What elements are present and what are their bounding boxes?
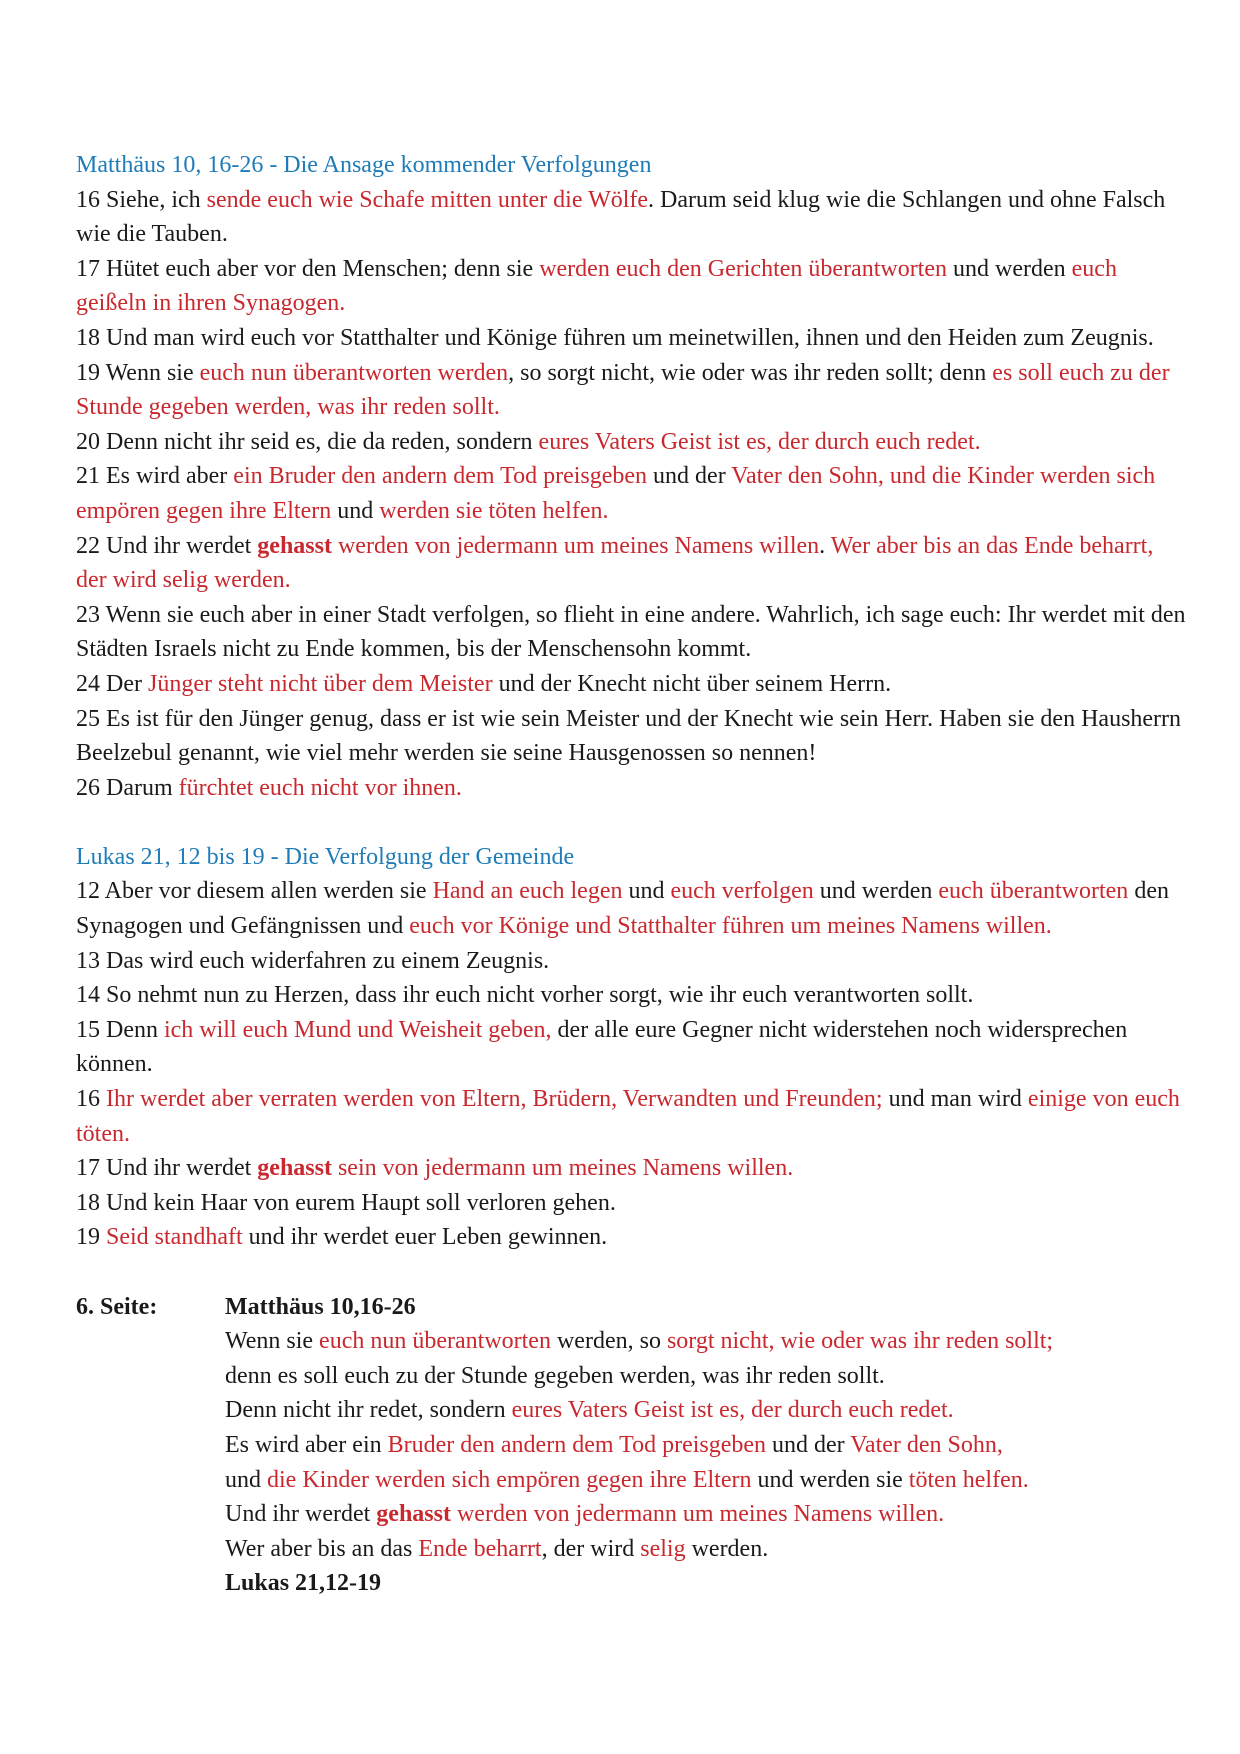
highlighted-text: sein von jedermann um meines Namens willen.	[331, 1155, 794, 1182]
text-run: 15 Denn	[76, 1016, 164, 1043]
text-run: 20 Denn nicht ihr seid es, die da reden, sondern	[76, 428, 539, 455]
highlighted-text: euch vor Könige und Statthalter führen um meines Namens willen.	[409, 913, 1052, 940]
text-run: 12 Aber vor diesem allen werden sie	[76, 878, 433, 905]
scripture-sections	[76, 148, 1186, 1255]
text-run: werden.	[685, 1535, 769, 1562]
highlighted-text: Bruder den andern dem Tod preisgeben	[387, 1431, 767, 1458]
verse	[76, 667, 1186, 702]
text-run: Es wird aber ein	[225, 1431, 388, 1458]
highlighted-text: einige von euch töten.	[76, 1086, 1180, 1147]
verse	[76, 529, 1186, 598]
highlighted-text: gehasst	[257, 1155, 332, 1182]
highlighted-text: Vater den Sohn,	[850, 1431, 1003, 1458]
highlighted-text: Matthäus 10,16-26	[225, 1293, 416, 1320]
verse	[76, 183, 1186, 252]
highlighted-text: sende euch wie Schafe mitten unter die Wölfe	[206, 186, 649, 213]
text-run: 13 Das wird euch widerfahren zu einem Zeugnis.	[76, 947, 550, 974]
text-run: werden, so	[550, 1328, 667, 1355]
verse	[76, 1220, 1186, 1255]
excerpt-line	[225, 1532, 1186, 1567]
text-run: 17 Und ihr werdet	[76, 1155, 258, 1182]
highlighted-text: ich will euch Mund und Weisheit geben,	[163, 1016, 552, 1043]
text-run: 24 Der	[76, 670, 148, 697]
section-heading: Lukas 21, 12 bis 19 - Die Verfolgung der Gemeinde	[76, 843, 575, 870]
verse	[76, 944, 1186, 979]
section-heading: Matthäus 10, 16-26 - Die Ansage kommender Verfolgungen	[76, 152, 652, 178]
text-run: und werden	[813, 878, 939, 905]
text-run: den Synagogen und Gefängnissen und	[76, 878, 1169, 940]
text-run: 19 Wenn sie	[76, 359, 200, 386]
highlighted-text: selig	[640, 1535, 686, 1562]
highlighted-text: Ende beharrt	[418, 1535, 542, 1562]
highlighted-text: werden von jedermann um meines Namens willen.	[450, 1501, 945, 1528]
excerpt-line	[225, 1566, 1186, 1601]
verse	[76, 356, 1186, 425]
text-run: Denn nicht ihr redet, sondern	[225, 1397, 512, 1424]
excerpt-line	[225, 1290, 1186, 1325]
excerpt-line	[225, 1324, 1186, 1359]
verse	[76, 252, 1186, 321]
text-run: 22 Und ihr werdet	[76, 532, 258, 559]
page-six-notes	[76, 1290, 1186, 1601]
highlighted-text: euch geißeln in ihren Synagogen.	[76, 255, 1117, 317]
text-run: 18 Und kein Haar von eurem Haupt soll verloren gehen.	[76, 1189, 616, 1216]
text-run: denn es soll euch zu der Stunde gegeben werden, was ihr reden sollt.	[225, 1362, 885, 1389]
excerpt-line	[225, 1463, 1186, 1498]
text-run: , so sorgt nicht, wie oder was ihr reden sollt; denn	[508, 359, 993, 386]
verse	[76, 1013, 1186, 1082]
document-page	[76, 148, 1186, 1601]
highlighted-text: Wer aber bis an das Ende beharrt, der wird selig werden.	[76, 532, 1154, 594]
excerpt-line	[225, 1497, 1186, 1532]
text-run: 16 Siehe, ich	[76, 186, 207, 213]
text-run: Wenn sie	[225, 1328, 320, 1355]
text-run: .	[819, 532, 831, 559]
text-run: und werden	[947, 255, 1072, 282]
text-run: und	[225, 1466, 267, 1493]
verse	[76, 321, 1186, 356]
excerpt-line	[225, 1393, 1186, 1428]
verse	[76, 425, 1186, 460]
highlighted-text: Jünger steht nicht über dem Meister	[147, 670, 493, 697]
page-six-body	[225, 1290, 1186, 1601]
verse	[76, 978, 1186, 1013]
highlighted-text: Seid standhaft	[106, 1224, 243, 1251]
verse	[76, 874, 1186, 943]
highlighted-text: werden von jedermann um meines Namens willen	[331, 532, 820, 559]
verse	[76, 1151, 1186, 1186]
highlighted-text: töten helfen.	[908, 1466, 1029, 1493]
text-run: 16	[76, 1086, 106, 1113]
highlighted-text: es soll euch zu der Stunde gegeben werden, was ihr reden sollt.	[76, 359, 1170, 421]
highlighted-text: Ihr werdet aber verraten werden von Eltern, Brüdern, Verwandten und Freunden;	[106, 1086, 883, 1113]
excerpt-line	[225, 1428, 1186, 1463]
highlighted-text: gehasst	[376, 1501, 451, 1528]
text-run: 23 Wenn sie euch aber in einer Stadt verfolgen, so flieht in eine andere. Wahrlich, ich sage euch: Ihr werdet mit den Städten Israels nicht zu Ende kommen, bis der Menschensohn kommt.	[76, 601, 1186, 663]
verse	[76, 598, 1186, 667]
highlighted-text: euch nun überantworten	[319, 1328, 551, 1355]
text-run: 26 Darum	[76, 774, 179, 801]
text-run: . Darum seid klug wie die Schlangen und ohne Falsch wie die Tauben.	[76, 186, 1166, 248]
highlighted-text: ein Bruder den andern dem Tod preisgeben	[233, 463, 648, 490]
text-run: 25 Es ist für den Jünger genug, dass er ist wie sein Meister und der Knecht wie sein Herr. Haben sie den Hausherrn Beelzebul genannt, wie viel mehr werden sie seine Hausgenossen so nennen!	[76, 705, 1182, 767]
highlighted-text: euch verfolgen	[670, 878, 814, 905]
text-run: 17 Hütet euch aber vor den Menschen; denn sie	[76, 255, 540, 282]
text-run: Wer aber bis an das	[225, 1535, 419, 1562]
highlighted-text: Hand an euch legen	[432, 878, 623, 905]
verse	[76, 702, 1186, 771]
verse	[76, 1186, 1186, 1221]
verse	[76, 771, 1186, 806]
text-run: und	[622, 878, 671, 905]
highlighted-text: werden euch den Gerichten überantworten	[539, 255, 947, 282]
text-run: und werden sie	[751, 1466, 909, 1493]
text-run: und	[331, 497, 380, 524]
text-run: und der Knecht nicht über seinem Herrn.	[492, 670, 892, 697]
text-run: der alle eure Gegner nicht widerstehen noch widersprechen können.	[76, 1016, 1128, 1078]
spacer	[76, 805, 1186, 840]
highlighted-text: werden sie töten helfen.	[379, 497, 609, 524]
text-run: 14 So nehmt nun zu Herzen, dass ihr euch nicht vorher sorgt, wie ihr euch verantworten sollt.	[76, 982, 974, 1009]
highlighted-text: die Kinder werden sich empören gegen ihre Eltern	[267, 1466, 752, 1493]
text-run: 18 Und man wird euch vor Statthalter und Könige führen um meinetwillen, ihnen und den Heiden zum Zeugnis.	[76, 324, 1154, 351]
highlighted-text: gehasst	[257, 532, 332, 559]
text-run: Und ihr werdet	[225, 1501, 377, 1528]
text-run: 19	[76, 1224, 106, 1251]
verse	[76, 1082, 1186, 1151]
highlighted-text: euch nun überantworten werden	[199, 359, 509, 386]
text-run: und der	[647, 463, 732, 490]
excerpt-line	[225, 1359, 1186, 1394]
highlighted-text: Vater den Sohn, und die Kinder werden sich empören gegen ihre Eltern	[76, 463, 1156, 524]
highlighted-text: euch überantworten	[938, 878, 1129, 905]
text-run: und ihr werdet euer Leben gewinnen.	[242, 1224, 608, 1251]
text-run: 21 Es wird aber	[76, 463, 234, 490]
highlighted-text: eures Vaters Geist ist es, der durch euch redet.	[538, 428, 981, 455]
text-run: und der	[766, 1431, 851, 1458]
highlighted-text: eures Vaters Geist ist es, der durch euch redet.	[511, 1397, 954, 1424]
text-run: und man wird	[882, 1086, 1028, 1113]
highlighted-text: Lukas 21,12-19	[225, 1570, 382, 1597]
page-six-label: 6. Seite:	[76, 1293, 158, 1320]
highlighted-text: sorgt nicht, wie oder was ihr reden sollt;	[666, 1328, 1054, 1355]
verse	[76, 459, 1186, 528]
spacer	[76, 1255, 1186, 1290]
text-run: , der wird	[541, 1535, 641, 1562]
highlighted-text: fürchtet euch nicht vor ihnen.	[178, 774, 462, 801]
